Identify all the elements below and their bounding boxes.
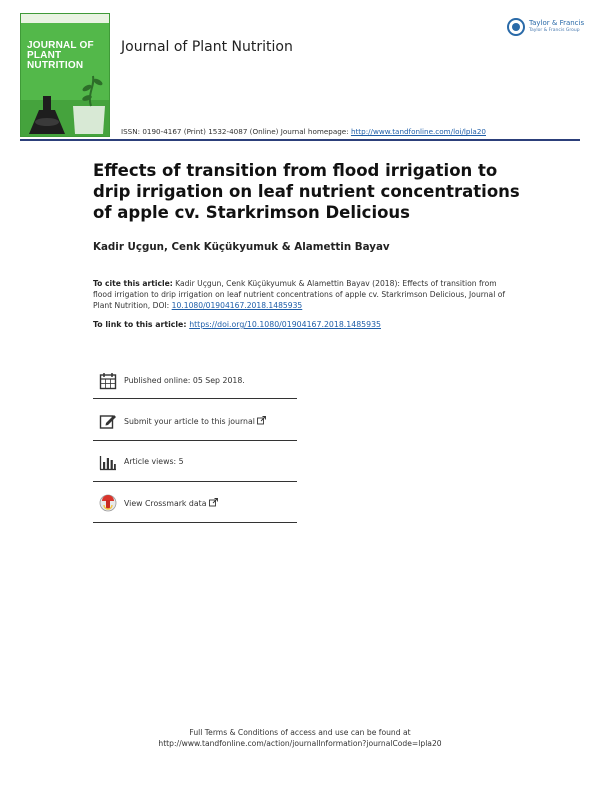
external-link-icon bbox=[257, 416, 266, 425]
bar-chart-icon bbox=[99, 453, 117, 471]
journal-cover-image bbox=[20, 13, 110, 137]
issn-line bbox=[121, 127, 486, 136]
calendar-icon bbox=[99, 372, 117, 390]
cover-illustration bbox=[21, 70, 110, 136]
crossmark-link[interactable] bbox=[124, 498, 218, 508]
published-row bbox=[93, 362, 297, 401]
link-label: To link to this article: bbox=[93, 320, 190, 329]
publisher-logo[interactable] bbox=[507, 15, 587, 45]
info-divider bbox=[93, 440, 297, 441]
article-doi-url[interactable]: https://doi.org/10.1080/01904167.2018.1485935 bbox=[189, 320, 381, 329]
submit-article-row[interactable] bbox=[93, 402, 297, 441]
edit-icon bbox=[99, 412, 117, 430]
issn-text: ISSN: 0190-4167 (Print) 1532-4087 (Online) Journal homepage: bbox=[121, 127, 351, 136]
footer-journal-info-url[interactable]: http://www.tandfonline.com/action/journalInformation?journalCode=lpla20 bbox=[158, 739, 442, 748]
crossmark-row[interactable] bbox=[93, 484, 297, 523]
journal-homepage-link[interactable]: http://www.tandfonline.com/loi/lpla20 bbox=[350, 127, 486, 136]
article-views-row[interactable] bbox=[93, 443, 297, 482]
cover-header-strip bbox=[21, 14, 109, 23]
submit-article-link[interactable] bbox=[124, 416, 266, 426]
info-divider bbox=[93, 481, 297, 482]
footer bbox=[0, 727, 600, 749]
article-views: Article views: 5 bbox=[124, 457, 184, 466]
article-title: Effects of transition from flood irrigation to drip irrigation on leaf nutrient concentrations of apple cv. Starkrimson Delicious bbox=[93, 161, 520, 222]
published-date: Published online: 05 Sep 2018. bbox=[124, 376, 245, 385]
publisher-name: Taylor & Francis bbox=[529, 19, 585, 27]
publisher-logo-icon bbox=[507, 18, 525, 36]
citation-block bbox=[93, 278, 513, 311]
citation-text: Kadir Uçgun, Cenk Küçükyumuk & Alamettin Bayav (2018): Effects of transition from flood irrigation to drip irrigation on leaf nutrient concentrations of apple cv. Starkrimson Delicious, Journal of Plant Nutrition, DOI: bbox=[93, 279, 506, 310]
article-link-line bbox=[93, 320, 381, 329]
crossmark-icon bbox=[99, 494, 117, 512]
doi-link[interactable]: 10.1080/01904167.2018.1485935 bbox=[171, 301, 303, 310]
citation-label: To cite this article: bbox=[93, 279, 173, 288]
external-link-icon bbox=[209, 498, 218, 507]
cover-title: JOURNAL OF PLANT NUTRITION bbox=[27, 40, 94, 71]
info-divider bbox=[93, 522, 297, 523]
crossmark-label: View Crossmark data bbox=[124, 499, 207, 508]
info-divider bbox=[93, 398, 297, 399]
footer-terms-text: Full Terms & Conditions of access and use can be found at bbox=[189, 728, 411, 737]
header-divider bbox=[20, 139, 580, 141]
journal-name: Journal of Plant Nutrition bbox=[121, 39, 293, 55]
article-authors: Kadir Uçgun, Cenk Küçükyumuk & Alamettin Bayav bbox=[93, 241, 390, 253]
publisher-group: Taylor & Francis Group bbox=[529, 28, 580, 33]
submit-article-label: Submit your article to this journal bbox=[124, 417, 255, 426]
